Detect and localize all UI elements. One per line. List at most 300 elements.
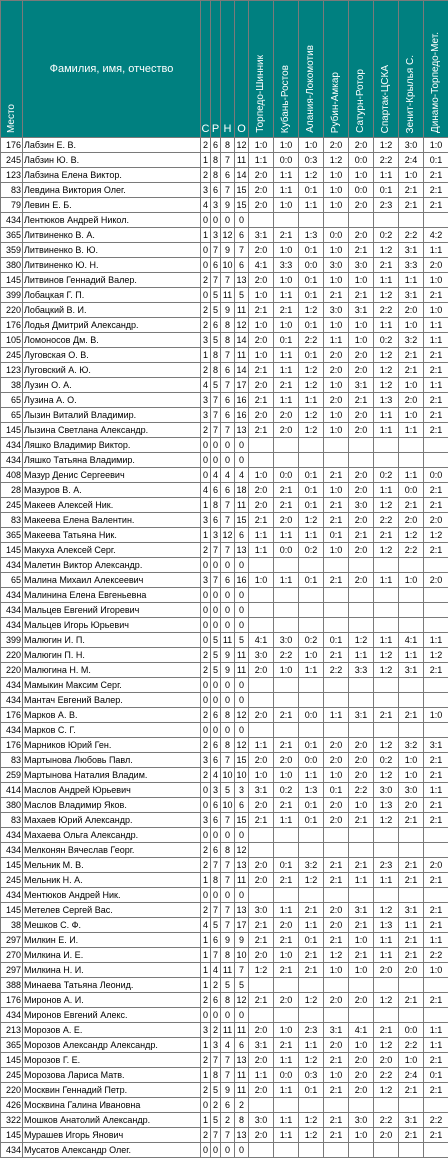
match-1-cell: 3:0: [249, 903, 274, 918]
o-cell: 13: [235, 423, 249, 438]
name-cell: Милкина Н. И.: [23, 963, 201, 978]
table-row: [1, 693, 448, 708]
place-cell: 380: [1, 798, 23, 813]
match-8-cell: 2:1: [424, 1083, 448, 1098]
o-cell: 12: [235, 843, 249, 858]
match-1-cell: 2:0: [249, 1023, 274, 1038]
place-cell: 79: [1, 198, 23, 213]
match-1-cell: 2:0: [249, 1083, 274, 1098]
match-3-cell: 1:1: [299, 198, 324, 213]
match-8-cell: [424, 888, 448, 903]
n-cell: 9: [221, 303, 235, 318]
o-cell: 11: [235, 663, 249, 678]
r-cell: 6: [211, 138, 221, 153]
match-4-cell: 2:1: [324, 468, 349, 483]
match-7-cell: 1:0: [399, 753, 424, 768]
match-2-cell: [274, 603, 299, 618]
place-cell: 399: [1, 633, 23, 648]
match-7-cell: 2:1: [399, 1128, 424, 1143]
match-7-cell: 1:0: [399, 168, 424, 183]
match-5-cell: [349, 1143, 374, 1158]
match-7-cell: 2:1: [399, 708, 424, 723]
match-3-cell: 0:1: [299, 1083, 324, 1098]
table-row: [1, 843, 448, 858]
table-row: [1, 888, 448, 903]
match-1-cell: 1:1: [249, 528, 274, 543]
o-cell: 0: [235, 603, 249, 618]
n-cell: 7: [221, 513, 235, 528]
name-cell: Малина Михаил Алексеевич: [23, 573, 201, 588]
match-4-cell: [324, 843, 349, 858]
n-cell: 7: [221, 903, 235, 918]
r-cell: 5: [211, 663, 221, 678]
name-cell: Ломоносов Дм. В.: [23, 333, 201, 348]
table-row: [1, 648, 448, 663]
match-6-cell: 0:2: [374, 228, 399, 243]
place-cell: 83: [1, 513, 23, 528]
header-match-5: Сатурн-Ротор: [349, 1, 374, 138]
o-cell: 8: [235, 1113, 249, 1128]
r-cell: 7: [211, 903, 221, 918]
match-3-cell: 2:2: [299, 333, 324, 348]
match-3-cell: 2:1: [299, 948, 324, 963]
match-8-cell: 1:2: [424, 648, 448, 663]
name-cell: Морозов Александр Александр.: [23, 1038, 201, 1053]
match-6-cell: [374, 618, 399, 633]
name-cell: Литвиненко В. Ю.: [23, 243, 201, 258]
n-cell: 5: [221, 978, 235, 993]
table-row: [1, 873, 448, 888]
table-row: [1, 918, 448, 933]
match-5-cell: 2:0: [349, 423, 374, 438]
match-3-cell: 1:2: [299, 168, 324, 183]
match-1-cell: 2:1: [249, 993, 274, 1008]
match-4-cell: 2:0: [324, 138, 349, 153]
table-row: [1, 183, 448, 198]
match-8-cell: 2:1: [424, 168, 448, 183]
match-6-cell: [374, 693, 399, 708]
match-4-cell: 2:1: [324, 1083, 349, 1098]
match-4-cell: 2:2: [324, 663, 349, 678]
match-4-cell: [324, 693, 349, 708]
r-cell: 0: [211, 213, 221, 228]
match-6-cell: 2:1: [374, 258, 399, 273]
place-cell: 65: [1, 573, 23, 588]
match-1-cell: 2:0: [249, 663, 274, 678]
match-3-cell: 0:1: [299, 798, 324, 813]
match-5-cell: 2:0: [349, 573, 374, 588]
match-2-cell: [274, 213, 299, 228]
match-7-cell: 2:1: [399, 183, 424, 198]
name-cell: Марников Юрий Ген.: [23, 738, 201, 753]
place-cell: 434: [1, 453, 23, 468]
match-3-cell: 1:1: [299, 528, 324, 543]
table-row: [1, 243, 448, 258]
match-8-cell: 2:1: [424, 753, 448, 768]
match-8-cell: 1:1: [424, 378, 448, 393]
r-cell: 6: [211, 708, 221, 723]
n-cell: 0: [221, 828, 235, 843]
r-cell: 5: [211, 288, 221, 303]
match-1-cell: 1:0: [249, 318, 274, 333]
match-8-cell: 2:1: [424, 423, 448, 438]
o-cell: 15: [235, 813, 249, 828]
o-cell: 15: [235, 513, 249, 528]
match-3-cell: 1:2: [299, 303, 324, 318]
r-cell: 6: [211, 813, 221, 828]
o-cell: 11: [235, 648, 249, 663]
match-4-cell: 1:2: [324, 153, 349, 168]
table-row: [1, 213, 448, 228]
name-cell: Миронов А. И.: [23, 993, 201, 1008]
match-2-cell: [274, 843, 299, 858]
table-row: [1, 153, 448, 168]
o-cell: 13: [235, 273, 249, 288]
table-row: [1, 318, 448, 333]
match-4-cell: 3:0: [324, 258, 349, 273]
match-2-cell: 1:1: [274, 528, 299, 543]
match-6-cell: 1:2: [374, 648, 399, 663]
s-cell: 2: [201, 363, 211, 378]
match-8-cell: 2:1: [424, 543, 448, 558]
s-cell: 0: [201, 468, 211, 483]
match-3-cell: 1:2: [299, 873, 324, 888]
match-7-cell: 2:1: [399, 858, 424, 873]
match-8-cell: [424, 978, 448, 993]
match-3-cell: 1:1: [299, 768, 324, 783]
r-cell: 7: [211, 408, 221, 423]
match-5-cell: 4:1: [349, 1023, 374, 1038]
s-cell: 3: [201, 183, 211, 198]
s-cell: 2: [201, 423, 211, 438]
match-1-cell: 2:0: [249, 243, 274, 258]
match-3-cell: [299, 1008, 324, 1023]
match-5-cell: 2:1: [349, 243, 374, 258]
match-5-cell: 1:0: [349, 963, 374, 978]
r-cell: 6: [211, 798, 221, 813]
match-6-cell: 3:0: [374, 783, 399, 798]
match-8-cell: 2:1: [424, 483, 448, 498]
place-cell: 105: [1, 333, 23, 348]
match-7-cell: 0:0: [399, 483, 424, 498]
match-8-cell: 2:1: [424, 348, 448, 363]
match-3-cell: 1:2: [299, 1113, 324, 1128]
match-5-cell: 3:3: [349, 663, 374, 678]
match-3-cell: 1:2: [299, 363, 324, 378]
match-2-cell: 2:1: [274, 963, 299, 978]
match-3-cell: [299, 588, 324, 603]
n-cell: 0: [221, 678, 235, 693]
r-cell: 8: [211, 363, 221, 378]
r-cell: 6: [211, 738, 221, 753]
n-cell: 0: [221, 453, 235, 468]
r-cell: 0: [211, 693, 221, 708]
match-2-cell: 2:2: [274, 648, 299, 663]
match-6-cell: 1:2: [374, 378, 399, 393]
n-cell: 7: [221, 858, 235, 873]
match-3-cell: 1:2: [299, 378, 324, 393]
name-cell: Мальцев Игорь Юрьевич: [23, 618, 201, 633]
s-cell: 0: [201, 798, 211, 813]
table-row: [1, 723, 448, 738]
match-2-cell: 2:1: [274, 738, 299, 753]
match-6-cell: [374, 1008, 399, 1023]
match-5-cell: [349, 453, 374, 468]
table-row: [1, 618, 448, 633]
s-cell: 2: [201, 768, 211, 783]
n-cell: 8: [221, 843, 235, 858]
match-4-cell: 1:0: [324, 168, 349, 183]
match-5-cell: 3:0: [349, 498, 374, 513]
r-cell: 5: [211, 303, 221, 318]
match-8-cell: 2:1: [424, 768, 448, 783]
match-2-cell: 2:0: [274, 513, 299, 528]
o-cell: 13: [235, 1128, 249, 1143]
o-cell: 14: [235, 363, 249, 378]
match-1-cell: 2:0: [249, 948, 274, 963]
match-4-cell: 2:1: [324, 573, 349, 588]
match-1-cell: [249, 213, 274, 228]
s-cell: 3: [201, 513, 211, 528]
match-8-cell: [424, 1008, 448, 1023]
s-cell: 1: [201, 228, 211, 243]
match-2-cell: 1:1: [274, 168, 299, 183]
s-cell: 1: [201, 1038, 211, 1053]
s-cell: 0: [201, 783, 211, 798]
match-1-cell: 3:0: [249, 1113, 274, 1128]
table-row: [1, 993, 448, 1008]
place-cell: 434: [1, 828, 23, 843]
o-cell: 18: [235, 483, 249, 498]
n-cell: 7: [221, 348, 235, 363]
r-cell: 3: [211, 528, 221, 543]
match-8-cell: 2:0: [424, 573, 448, 588]
match-5-cell: 2:1: [349, 393, 374, 408]
place-cell: 176: [1, 318, 23, 333]
table-row: [1, 633, 448, 648]
match-5-cell: 2:1: [349, 288, 374, 303]
s-cell: 4: [201, 198, 211, 213]
table-row: [1, 903, 448, 918]
match-3-cell: [299, 213, 324, 228]
match-4-cell: 3:1: [324, 1023, 349, 1038]
r-cell: 5: [211, 1113, 221, 1128]
n-cell: 6: [221, 483, 235, 498]
o-cell: 12: [235, 318, 249, 333]
r-cell: 7: [211, 573, 221, 588]
o-cell: 15: [235, 753, 249, 768]
name-cell: Мазуров В. А.: [23, 483, 201, 498]
o-cell: 11: [235, 1083, 249, 1098]
match-5-cell: [349, 843, 374, 858]
name-cell: Минаева Татьяна Леонид.: [23, 978, 201, 993]
match-8-cell: [424, 693, 448, 708]
r-cell: 8: [211, 348, 221, 363]
table-row: [1, 333, 448, 348]
match-3-cell: [299, 693, 324, 708]
n-cell: 10: [221, 798, 235, 813]
o-cell: 5: [235, 288, 249, 303]
match-1-cell: 2:0: [249, 708, 274, 723]
match-6-cell: [374, 888, 399, 903]
match-6-cell: 1:1: [374, 273, 399, 288]
table-row: [1, 948, 448, 963]
s-cell: 1: [201, 498, 211, 513]
n-cell: 2: [221, 1113, 235, 1128]
match-2-cell: [274, 693, 299, 708]
match-1-cell: 2:1: [249, 933, 274, 948]
match-7-cell: 2:4: [399, 153, 424, 168]
match-6-cell: 0:2: [374, 468, 399, 483]
match-3-cell: 0:1: [299, 483, 324, 498]
match-2-cell: [274, 978, 299, 993]
match-4-cell: [324, 1143, 349, 1158]
o-cell: 6: [235, 798, 249, 813]
match-1-cell: 2:0: [249, 273, 274, 288]
place-cell: 434: [1, 558, 23, 573]
match-7-cell: 2:1: [399, 363, 424, 378]
match-7-cell: [399, 723, 424, 738]
match-5-cell: 2:0: [349, 363, 374, 378]
o-cell: 6: [235, 258, 249, 273]
match-4-cell: 1:0: [324, 543, 349, 558]
name-cell: Малюгина Н. М.: [23, 663, 201, 678]
o-cell: 16: [235, 408, 249, 423]
s-cell: 1: [201, 348, 211, 363]
header-match-2: Кубань-Ростов: [274, 1, 299, 138]
match-7-cell: 2:2: [399, 543, 424, 558]
name-cell: Милкина И. Е.: [23, 948, 201, 963]
match-6-cell: 1:2: [374, 768, 399, 783]
o-cell: 16: [235, 393, 249, 408]
match-3-cell: 2:1: [299, 963, 324, 978]
match-3-cell: [299, 843, 324, 858]
o-cell: 17: [235, 378, 249, 393]
match-1-cell: [249, 438, 274, 453]
place-cell: 145: [1, 858, 23, 873]
match-8-cell: 1:1: [424, 318, 448, 333]
match-6-cell: 2:3: [374, 858, 399, 873]
match-4-cell: 1:0: [324, 1068, 349, 1083]
table-row: [1, 978, 448, 993]
match-4-cell: 2:1: [324, 873, 349, 888]
match-4-cell: 3:0: [324, 303, 349, 318]
table-row: [1, 393, 448, 408]
match-2-cell: 1:1: [274, 903, 299, 918]
table-row: [1, 1128, 448, 1143]
name-cell: Литвинов Геннадий Валер.: [23, 273, 201, 288]
match-2-cell: 2:1: [274, 798, 299, 813]
r-cell: 6: [211, 513, 221, 528]
n-cell: 6: [221, 363, 235, 378]
match-5-cell: 2:0: [349, 468, 374, 483]
match-7-cell: 2:2: [399, 228, 424, 243]
match-6-cell: 1:2: [374, 348, 399, 363]
s-cell: 2: [201, 273, 211, 288]
match-7-cell: 2:0: [399, 303, 424, 318]
o-cell: 7: [235, 243, 249, 258]
s-cell: 0: [201, 618, 211, 633]
name-cell: Мальцев Евгений Игоревич: [23, 603, 201, 618]
place-cell: 297: [1, 933, 23, 948]
match-2-cell: [274, 723, 299, 738]
s-cell: 2: [201, 168, 211, 183]
name-cell: Марков А. В.: [23, 708, 201, 723]
match-4-cell: [324, 558, 349, 573]
match-1-cell: [249, 723, 274, 738]
match-4-cell: 1:0: [324, 318, 349, 333]
s-cell: 0: [201, 243, 211, 258]
match-2-cell: 1:1: [274, 288, 299, 303]
match-7-cell: 1:1: [399, 423, 424, 438]
name-cell: Москвина Галина Ивановна: [23, 1098, 201, 1113]
match-3-cell: [299, 1143, 324, 1158]
s-cell: 0: [201, 453, 211, 468]
name-cell: Махаев Юрий Александр.: [23, 813, 201, 828]
place-cell: 220: [1, 303, 23, 318]
match-7-cell: 3:1: [399, 288, 424, 303]
r-cell: 5: [211, 648, 221, 663]
s-cell: 0: [201, 678, 211, 693]
header-match-1: Торпедо-Шинник: [249, 1, 274, 138]
match-8-cell: 0:1: [424, 1068, 448, 1083]
r-cell: 0: [211, 888, 221, 903]
table-body: [1, 138, 448, 1158]
match-6-cell: 1:1: [374, 318, 399, 333]
match-2-cell: [274, 1098, 299, 1113]
match-8-cell: 2:1: [424, 873, 448, 888]
r-cell: 0: [211, 1008, 221, 1023]
s-cell: 3: [201, 1023, 211, 1038]
match-1-cell: 1:1: [249, 543, 274, 558]
r-cell: 0: [211, 588, 221, 603]
match-5-cell: 2:0: [349, 768, 374, 783]
r-cell: 5: [211, 378, 221, 393]
match-3-cell: 0:1: [299, 468, 324, 483]
match-8-cell: 2:0: [424, 858, 448, 873]
match-4-cell: 2:1: [324, 1128, 349, 1143]
match-2-cell: 0:1: [274, 858, 299, 873]
n-cell: 6: [221, 573, 235, 588]
n-cell: 9: [221, 1083, 235, 1098]
place-cell: 220: [1, 1083, 23, 1098]
n-cell: 7: [221, 918, 235, 933]
o-cell: 15: [235, 198, 249, 213]
match-5-cell: [349, 693, 374, 708]
match-3-cell: [299, 888, 324, 903]
match-8-cell: 4:2: [424, 228, 448, 243]
match-3-cell: 0:1: [299, 243, 324, 258]
o-cell: 11: [235, 873, 249, 888]
match-7-cell: [399, 978, 424, 993]
place-cell: 145: [1, 543, 23, 558]
o-cell: 6: [235, 1038, 249, 1053]
n-cell: 7: [221, 1068, 235, 1083]
match-5-cell: 2:0: [349, 138, 374, 153]
match-3-cell: [299, 723, 324, 738]
o-cell: 16: [235, 573, 249, 588]
match-6-cell: 1:2: [374, 543, 399, 558]
match-2-cell: 1:0: [274, 768, 299, 783]
match-2-cell: 2:1: [274, 708, 299, 723]
name-cell: Луговская О. В.: [23, 348, 201, 363]
s-cell: 3: [201, 753, 211, 768]
match-8-cell: 0:1: [424, 153, 448, 168]
match-6-cell: 2:2: [374, 153, 399, 168]
match-1-cell: [249, 618, 274, 633]
r-cell: 7: [211, 1053, 221, 1068]
match-5-cell: 1:0: [349, 318, 374, 333]
